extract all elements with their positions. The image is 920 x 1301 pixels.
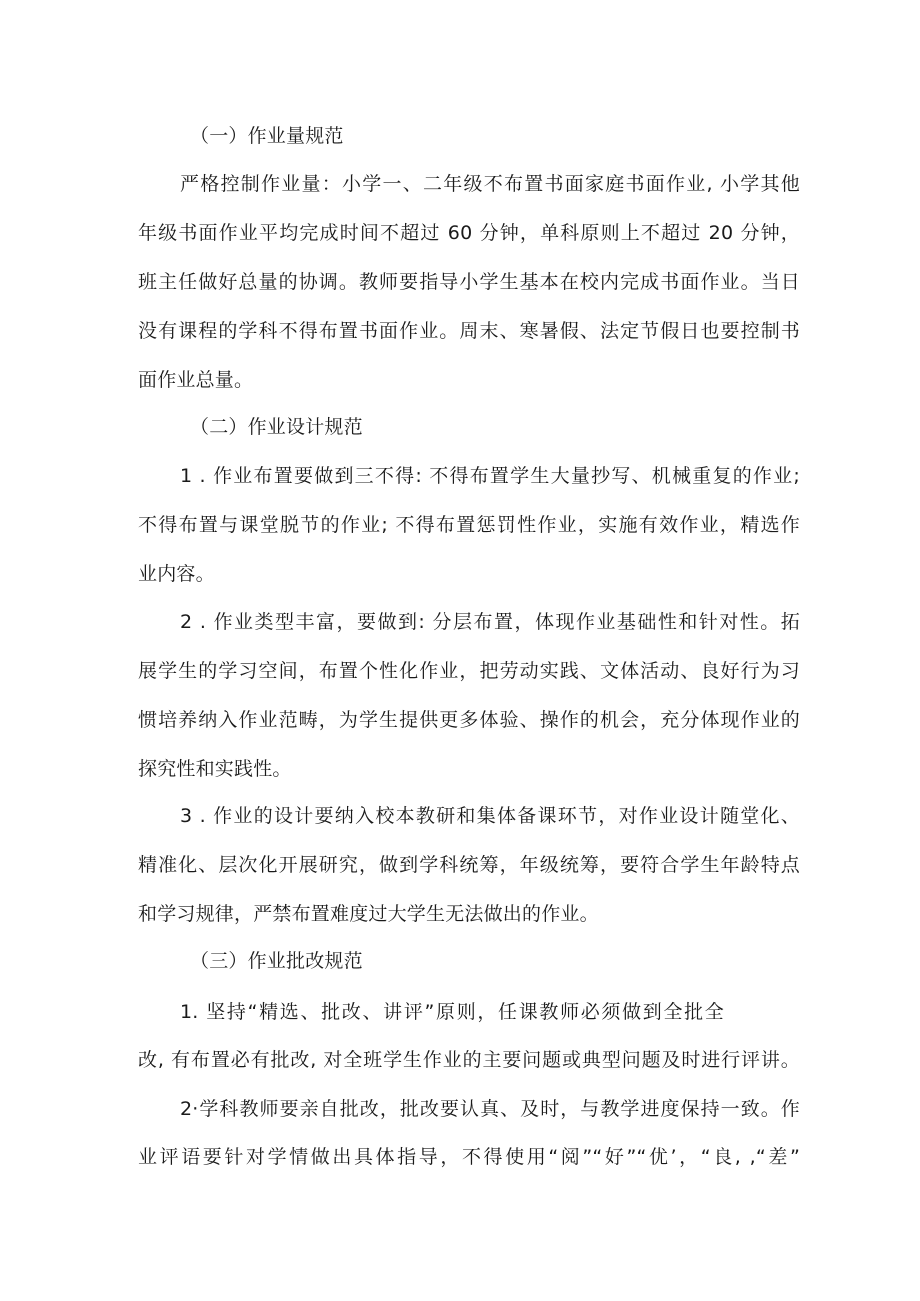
list-item-line: 1. 坚持“精选、批改、讲评”原则，任课教师必须做到全批全: [180, 1001, 724, 1023]
paragraph-line: 面作业总量。: [138, 369, 254, 391]
section-heading-3: （三）作业批改规范: [190, 950, 363, 972]
list-item-line: 探究性和实践性。: [138, 758, 292, 780]
section-heading-2: （二）作业设计规范: [190, 416, 363, 438]
list-item-line: 和学习规律，严禁布置难度过大学生无法做出的作业。: [138, 903, 599, 925]
paragraph-line: 没有课程的学科不得布置书面作业。周末、寒暑假、法定节假日也要控制书: [138, 320, 800, 342]
paragraph-line: 年级书面作业平均完成时间不超过 60 分钟，单科原则上不超过 20 分钟，: [138, 222, 800, 244]
list-item-line: 精准化、层次化开展研究，做到学科统筹，年级统筹，要符合学生年龄特点: [138, 854, 800, 876]
list-item-line: 业评语要针对学情做出具体指导，不得使用“阅”“好”“优’，“良, ,“差”: [138, 1146, 800, 1168]
list-item-line: 改, 有布置必有批改, 对全班学生作业的主要问题或典型问题及时进行评讲。: [138, 1049, 800, 1071]
list-item-line: 不得布置与课堂脱节的作业; 不得布置惩罚性作业，实施有效作业，精选作: [138, 514, 800, 536]
list-item-line: 2·学科教师要亲自批改，批改要认真、及时，与教学进度保持一致。作: [180, 1098, 800, 1120]
list-item-line: 3 . 作业的设计要纳入校本教研和集体备课环节，对作业设计随堂化、: [180, 805, 800, 827]
section-heading-1: （一）作业量规范: [190, 125, 344, 147]
list-item-line: 2 . 作业类型丰富，要做到: 分层布置，体现作业基础性和针对性。拓: [180, 611, 800, 633]
paragraph-line: 班主任做好总量的协调。教师要指导小学生基本在校内完成书面作业。当日: [138, 271, 800, 293]
list-item-line: 惯培养纳入作业范畴，为学生提供更多体验、操作的机会，充分体现作业的: [138, 709, 800, 731]
list-item-line: 展学生的学习空间，布置个性化作业，把劳动实践、文体活动、良好行为习: [138, 660, 800, 682]
paragraph-line: 严格控制作业量：小学一、二年级不布置书面家庭书面作业, 小学其他: [180, 173, 800, 195]
list-item-line: 业内容。: [138, 563, 215, 585]
list-item-line: 1 . 作业布置要做到三不得: 不得布置学生大量抄写、机械重复的作业;: [180, 465, 800, 487]
